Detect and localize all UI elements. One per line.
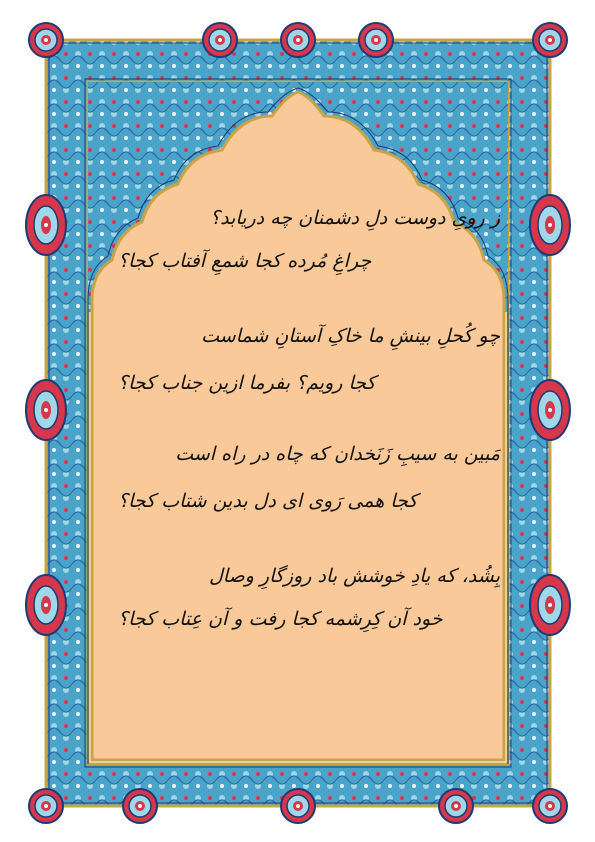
couplet-3-line-2: کجا همی رَوی ای دل بدین شتاب کجا؟ xyxy=(118,490,418,512)
couplet-1-line-2: چراغِ مُرده کجا شمعِ آفتاب کجا؟ xyxy=(118,250,372,272)
couplet-4-line-2: خود آن کِرِشمه کجا رفت و آن عِتاب کجا؟ xyxy=(118,608,443,630)
couplet-4-line-1: بِشُد، که یادِ خوشش باد روزگارِ وصال xyxy=(208,565,500,587)
couplet-3-line-1: مَبین به سیبِ زَنَخدان که چاه در راه است xyxy=(175,443,500,465)
couplet-2-line-2: کجا رویم؟ بفرما ازین جناب کجا؟ xyxy=(118,372,376,394)
couplet-2-line-1: چو کُحلِ بینشِ ما خاکِ آستانِ شماست xyxy=(201,325,500,347)
couplet-1-line-1: ز رویِ دوست دلِ دشمنان چه دریابد؟ xyxy=(210,207,500,229)
